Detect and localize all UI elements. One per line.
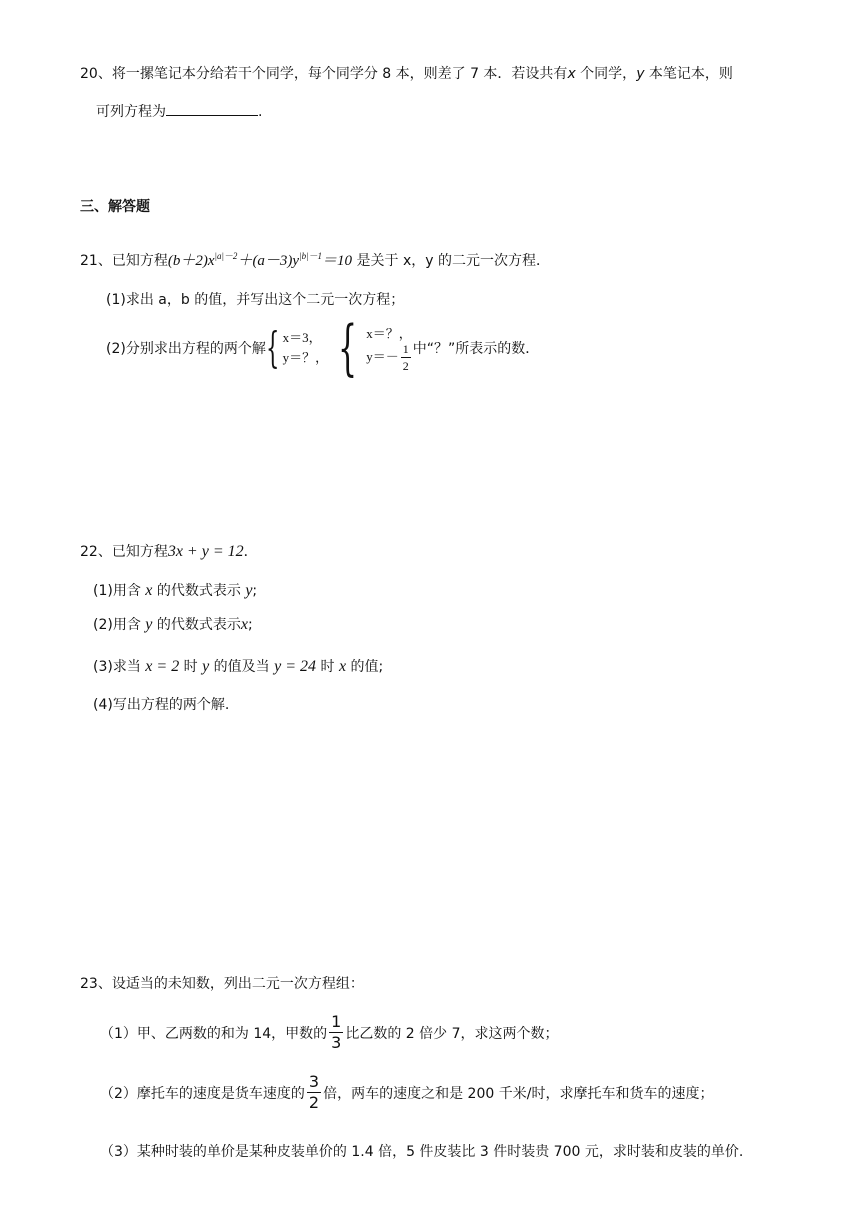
- q23-stem: 23、设适当的未知数，列出二元一次方程组：: [80, 976, 364, 992]
- q22-p3-mid2: 的值及当: [213, 659, 270, 675]
- q21-part2-post: 中“？”所表示的数．: [412, 341, 540, 357]
- q23-p2-post: 倍，两车的速度之和是 200 千米/时，求摩托车和货车的速度；: [323, 1085, 714, 1102]
- q20-line1: [80, 63, 733, 83]
- q22-p3-mid1: 时: [183, 659, 198, 675]
- brace-symbol: {: [265, 323, 280, 372]
- q22-pre: 已知方程: [111, 544, 168, 560]
- q20-var-x: x: [567, 66, 576, 82]
- q22-p2-end: ;: [247, 617, 253, 633]
- q21-stem: [80, 249, 550, 270]
- fraction-denominator: 2: [308, 1093, 320, 1112]
- fraction-denominator: 2: [402, 358, 409, 373]
- q21-system-2: [338, 313, 413, 383]
- var-y: y: [202, 658, 210, 675]
- q21-post: 是关于 x，y 的二元一次方程．: [352, 253, 550, 269]
- fraction: [401, 343, 411, 372]
- q23-p2-pre: （2）摩托车的速度是货车速度的: [100, 1085, 305, 1102]
- var-y: y: [245, 582, 253, 599]
- q21-exp2: |b|－1: [299, 251, 323, 261]
- q22-p2-mid: 的代数式表示: [156, 617, 241, 633]
- q20-line2-text: 可列方程为: [96, 104, 166, 120]
- q22-number: 22、: [80, 544, 112, 560]
- q21-eq-a: (b＋2)x: [167, 253, 215, 269]
- q22-p1-mid: 的代数式表示: [156, 583, 241, 599]
- fraction-numerator: 1: [402, 341, 409, 356]
- q23-p1-post: 比乙数的 2 倍少 7，求这两个数；: [345, 1025, 559, 1042]
- q20-line2: [96, 101, 262, 121]
- q22-p3-eq1: x = 2: [145, 658, 180, 675]
- var-x: x: [145, 582, 153, 599]
- q22-p1-pre: (1)用含: [93, 583, 141, 599]
- q22-stem: [80, 541, 258, 561]
- q21-sys2-row2-pre: y＝－: [366, 349, 399, 364]
- q23-part3: （3）某种时装的单价是某种皮装单价的 1.4 倍，5 件皮装比 3 件时装贵 700 元，求时装和皮装的单价.: [100, 1144, 744, 1160]
- q22-p3-eq2: y = 24: [274, 658, 317, 675]
- q21-pre: 已知方程: [111, 253, 168, 269]
- q23-part1: [100, 1014, 559, 1051]
- fraction-numerator: 3: [308, 1072, 320, 1091]
- q22-p2-pre: (2)用含: [93, 617, 141, 633]
- q21-equation: [168, 253, 352, 269]
- q22-equation: 3x + y = 12: [167, 543, 244, 560]
- q20-text-c: 本笔记本，则: [644, 66, 733, 82]
- q21-part2-pre: (2)分别求出方程的两个解: [106, 341, 266, 357]
- q22-part2: [93, 614, 253, 634]
- q22-part1: [93, 580, 257, 600]
- q21-part2: [106, 313, 540, 383]
- q22-part4: (4)写出方程的两个解.: [93, 697, 230, 713]
- brace-symbol: {: [338, 313, 358, 383]
- answer-blank[interactable]: [166, 101, 258, 116]
- q21-sys2-row2: [366, 343, 413, 372]
- fraction: [307, 1074, 321, 1111]
- q21-system-2-rows: [366, 325, 413, 372]
- fraction: [329, 1014, 343, 1051]
- q23-p1-pre: （1）甲、乙两数的和为 14，甲数的: [100, 1025, 328, 1042]
- q22-p3-pre: (3)求当: [93, 659, 141, 675]
- q21-sys2-row1: x＝？，: [366, 325, 412, 341]
- q21-eq-b: ＋(a－3)y: [237, 253, 300, 269]
- q20-text-b: 个同学，: [575, 66, 637, 82]
- q20-text-a: 20、将一摞笔记本分给若干个同学，每个同学分 8 本，则差了 7 本．若设共有: [80, 66, 568, 82]
- q21-eq-c: ＝10: [322, 253, 353, 269]
- section-heading: 三、解答题: [80, 199, 150, 215]
- q21-number: 21、: [80, 253, 112, 269]
- q21-sys1-row1: x＝3，: [282, 330, 322, 345]
- q21-part1: (1)求出 a，b 的值，并写出这个二元一次方程；: [106, 292, 405, 308]
- fraction-denominator: 3: [331, 1033, 342, 1052]
- q22-post: ．: [243, 544, 258, 560]
- q20-var-y: y: [636, 66, 645, 82]
- q20-line2-end: .: [258, 104, 263, 120]
- var-y: y: [145, 616, 153, 633]
- q21-system-1-rows: [283, 328, 329, 368]
- q22-p3-mid3: 时: [320, 659, 335, 675]
- q21-sys1-row2: y＝？，: [282, 350, 329, 365]
- q22-p1-end: ;: [252, 583, 258, 599]
- q22-p3-end: 的值;: [350, 659, 384, 675]
- var-x: x: [338, 658, 347, 675]
- q21-system-1: [265, 323, 329, 372]
- q23-part2: [100, 1074, 713, 1111]
- var-x: x: [240, 616, 248, 633]
- q21-exp1: |a|－2: [214, 251, 238, 261]
- fraction-numerator: 1: [331, 1012, 342, 1031]
- q22-part3: [93, 656, 383, 676]
